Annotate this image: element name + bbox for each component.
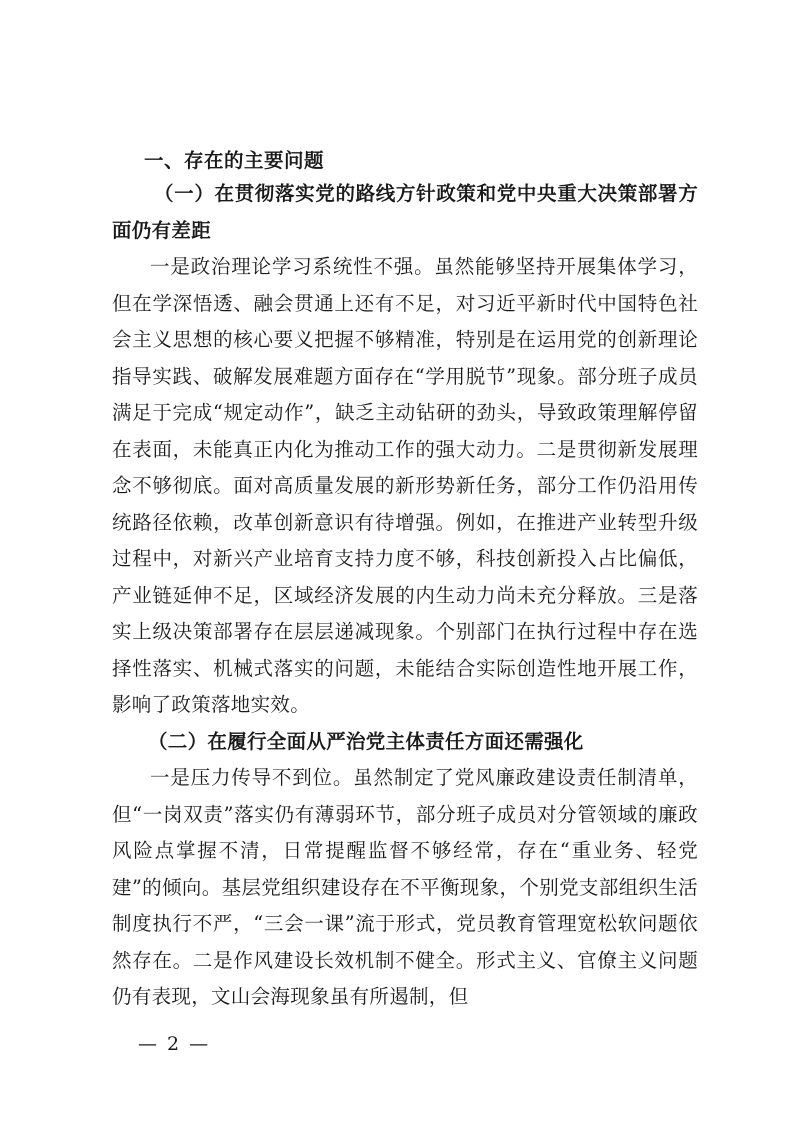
subsection-heading-1: （一）在贯彻落实党的路线方针政策和党中央重大决策部署方面仍有差距 — [112, 182, 698, 242]
section-heading: 一、存在的主要问题 — [144, 149, 325, 172]
document-body — [112, 146, 698, 1016]
page-number: — 2 — — [138, 1033, 211, 1055]
paragraph-2: 一是压力传导不到位。虽然制定了党风廉政建设责任制清单，但“一岗双责”落实仍有薄弱环节，部分班子成员对分管领域的廉政风险点掌握不清，日常提醒监督不够经常，存在“重业务、轻党建”的倾向。基层党组织建设存在不平衡现象，个别党支部组织生活制度执行不严，“三会一课”流于形式，党员教育管理宽松软问题依然存在。二是作风建设长效机制不健全。形式主义、官僚主义问题仍有表现，文山会海现象虽有所遏制，但 — [112, 766, 698, 1008]
paragraph-1: 一是政治理论学习系统性不强。虽然能够坚持开展集体学习，但在学深悟透、融会贯通上还有不足，对习近平新时代中国特色社会主义思想的核心要义把握不够精准，特别是在运用党的创新理论指导实践、破解发展难题方面存在“学用脱节”现象。部分班子成员满足于完成“规定动作”，缺乏主动钻研的劲头，导致政策理解停留在表面，未能真正内化为推动工作的强大动力。二是贯彻新发展理念不够彻底。面对高质量发展的新形势新任务，部分工作仍沿用传统路径依赖，改革创新意识有待增强。例如，在推进产业转型升级过程中，对新兴产业培育支持力度不够，科技创新投入占比偏低，产业链延伸不足，区域经济发展的内生动力尚未充分释放。三是落实上级决策部署存在层层递减现象。个别部门在执行过程中存在选择性落实、机械式落实的问题，未能结合实际创造性地开展工作，影响了政策落地实效。 — [112, 255, 698, 716]
subsection-heading-2: （二）在履行全面从严治党主体责任方面还需强化 — [148, 729, 584, 753]
